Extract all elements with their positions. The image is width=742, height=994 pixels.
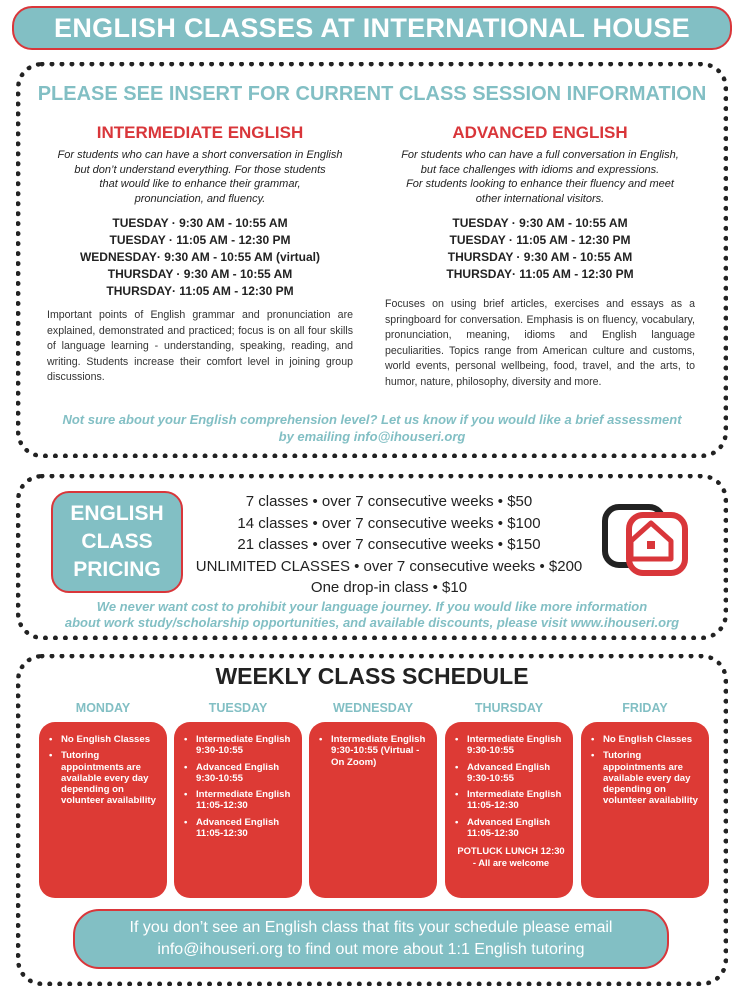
time-slot: WEDNESDAY· 9:30 AM - 10:55 AM (virtual): [79, 250, 321, 264]
price-item: One drop-in class • $10: [310, 579, 468, 596]
badge-line: PRICING: [73, 558, 161, 581]
schedule-item: • Intermediate English 9:30-10:55 (Virtual - On Zoom): [319, 734, 431, 768]
schedule-item: • Advanced English 9:30-10:55: [455, 762, 567, 785]
schedule-item: • Advanced English 11:05-12:30: [455, 817, 567, 840]
time-slot: TUESDAY · 9:30 AM - 10:55 AM: [112, 216, 288, 230]
desc-line: but face challenges with idioms and expressions.: [420, 163, 660, 176]
potluck-note: POTLUCK LUNCH 12:30 - All are welcome: [457, 845, 565, 868]
pricing-section: [16, 474, 728, 640]
day-name: THURSDAY: [474, 701, 544, 715]
tutoring-line: info@ihouseri.org to find out more about 1:1 English tutoring: [157, 941, 585, 958]
desc-line: For students looking to enhance their fluency and meet: [406, 178, 674, 190]
price-item: 21 classes • over 7 consecutive weeks • $150: [237, 536, 541, 553]
day-card: [581, 722, 709, 898]
day-name: MONDAY: [75, 701, 131, 715]
desc-line: but don’t understand everything. For those students: [74, 163, 326, 176]
badge-line: ENGLISH: [70, 502, 164, 525]
intermediate-title: INTERMEDIATE ENGLISH: [96, 123, 304, 142]
day-friday: [581, 701, 709, 898]
day-card: [39, 722, 167, 898]
intermediate-body: Important points of English grammar and pronunciation are explained, demonstrated and practiced; focus is on all four skills of language learning - understanding, speaking, reading, and writing. Students increase their comfort level in joining group discussions.: [47, 309, 353, 383]
advanced-body: Focuses on using brief articles, exercises and essays as a springboard for conversation. Emphasis is on fluency, vocabulary, pronunciation, meaning, idioms and English language peculiarities. Topics range from American culture and customs, world events, personal wellbeing, food, travel, and the arts, to humor, nature, philosophy, diversity and more.: [385, 298, 695, 388]
price-item: 7 classes • over 7 consecutive weeks • $50: [245, 493, 533, 510]
page-title: ENGLISH CLASSES AT INTERNATIONAL HOUSE: [54, 12, 690, 43]
time-slot: TUESDAY · 11:05 AM - 12:30 PM: [109, 233, 291, 247]
day-tuesday: [174, 701, 302, 898]
desc-line: pronunciation, and fluency.: [134, 192, 266, 205]
price-item: 14 classes • over 7 consecutive weeks • $100: [237, 514, 541, 532]
time-slot: THURSDAY · 9:30 AM - 10:55 AM: [447, 250, 633, 264]
schedule-title: WEEKLY CLASS SCHEDULE: [215, 663, 529, 689]
intermediate-column: [47, 123, 353, 386]
intermediate-description: [47, 148, 353, 206]
day-thursday: [445, 701, 573, 898]
cost-note-line: We never want cost to prohibit your language journey. If you would like more information: [96, 599, 648, 614]
tutoring-banner: [73, 909, 669, 969]
schedule-item: • Advanced English 11:05-12:30: [184, 817, 296, 840]
schedule-item: • Advanced English 9:30-10:55: [184, 762, 296, 785]
schedule-item: • Tutoring appointments are available every day depending on volunteer availability: [49, 750, 161, 806]
price-item: UNLIMITED CLASSES • over 7 consecutive weeks • $200: [195, 557, 583, 575]
tutoring-line: If you don’t see an English class that fits your schedule please email: [129, 919, 613, 936]
day-card: [174, 722, 302, 898]
time-slot: THURSDAY· 11:05 AM - 12:30 PM: [106, 284, 294, 298]
day-name: WEDNESDAY: [332, 701, 414, 715]
schedule-section: [16, 654, 728, 986]
schedule-item: • No English Classes: [591, 734, 703, 745]
schedule-item: • Tutoring appointments are available every day depending on volunteer availability: [591, 750, 703, 806]
assessment-line: Not sure about your English comprehension level? Let us know if you would like a brief assessment: [62, 412, 682, 427]
schedule-item: • Intermediate English 9:30-10:55: [455, 734, 567, 757]
advanced-title: ADVANCED ENGLISH: [452, 123, 628, 142]
desc-line: For students who can have a short conversation in English: [57, 149, 343, 161]
pricing-badge: [51, 491, 183, 593]
day-wednesday: [309, 701, 437, 898]
class-sessions-section: [16, 62, 728, 458]
schedule-item: • Intermediate English 9:30-10:55: [184, 734, 296, 757]
time-slot: THURSDAY· 11:05 AM - 12:30 PM: [446, 267, 634, 281]
desc-line: that would like to enhance their grammar,: [99, 178, 301, 190]
cost-note: [31, 599, 713, 631]
desc-line: other international visitors.: [475, 192, 605, 205]
day-name: FRIDAY: [622, 701, 668, 715]
advanced-description: [385, 148, 695, 206]
day-name: TUESDAY: [208, 701, 268, 715]
assessment-line: by emailing info@ihouseri.org: [278, 429, 466, 444]
day-card: [445, 722, 573, 898]
session-info-title: PLEASE SEE INSERT FOR CURRENT CLASS SESSION INFORMATION: [37, 83, 707, 105]
header-banner: [12, 6, 732, 50]
badge-line: CLASS: [81, 530, 153, 553]
house-logo-icon: [601, 501, 691, 581]
advanced-column: [385, 123, 695, 390]
advanced-times: [385, 215, 695, 283]
intermediate-times: [47, 215, 353, 300]
time-slot: THURSDAY · 9:30 AM - 10:55 AM: [107, 267, 293, 281]
schedule-item: • Intermediate English 11:05-12:30: [455, 789, 567, 812]
cost-note-line: about work study/scholarship opportunities, and available discounts, please visit www.ihouseri.org: [64, 615, 680, 630]
price-list: [189, 491, 589, 599]
schedule-item: • No English Classes: [49, 734, 161, 745]
time-slot: TUESDAY · 11:05 AM - 12:30 PM: [449, 233, 631, 247]
day-card: [309, 722, 437, 898]
schedule-item: • Intermediate English 11:05-12:30: [184, 789, 296, 812]
desc-line: For students who can have a full conversation in English,: [401, 149, 679, 161]
time-slot: TUESDAY · 9:30 AM - 10:55 AM: [452, 216, 628, 230]
day-monday: [39, 701, 167, 898]
assessment-note: [41, 411, 703, 445]
